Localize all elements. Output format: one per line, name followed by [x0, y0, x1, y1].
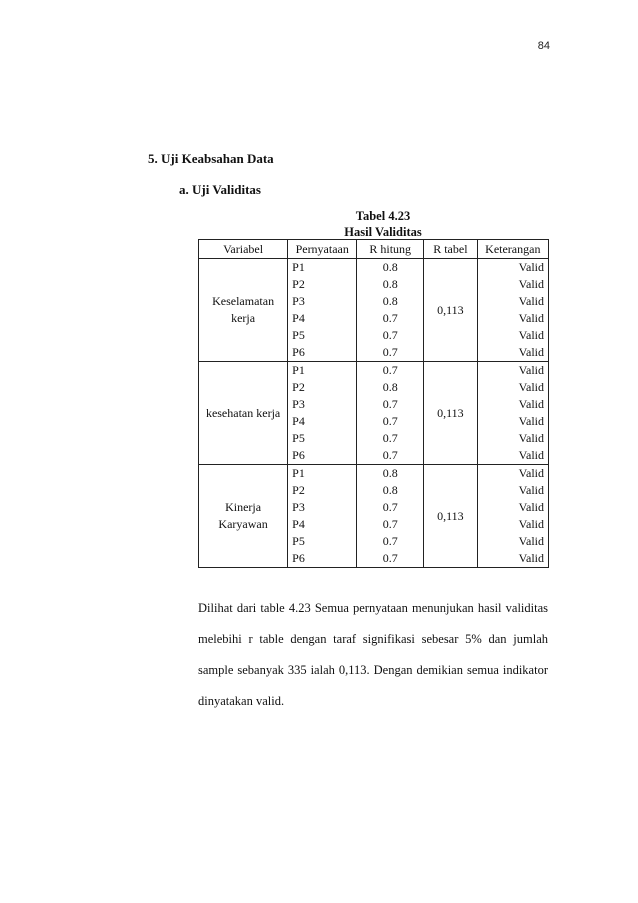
keterangan-cell: Valid — [477, 327, 548, 344]
table-header-row — [199, 240, 549, 259]
keterangan-cell: Valid — [477, 413, 548, 430]
pernyataan-cell: P4 — [288, 310, 357, 327]
keterangan-cell: Valid — [477, 344, 548, 362]
pernyataan-cell: P4 — [288, 516, 357, 533]
pernyataan-cell: P5 — [288, 327, 357, 344]
keterangan-cell: Valid — [477, 310, 548, 327]
keterangan-cell: Valid — [477, 482, 548, 499]
pernyataan-cell: P1 — [288, 465, 357, 483]
section-title: 5. Uji Keabsahan Data — [148, 151, 274, 166]
keterangan-cell: Valid — [477, 447, 548, 465]
r-hitung-cell: 0.8 — [357, 379, 424, 396]
pernyataan-cell: P2 — [288, 482, 357, 499]
pernyataan-cell: P3 — [288, 499, 357, 516]
r-hitung-cell: 0.8 — [357, 293, 424, 310]
header-r-tabel: R tabel — [424, 240, 478, 259]
keterangan-cell: Valid — [477, 293, 548, 310]
keterangan-cell: Valid — [477, 516, 548, 533]
variable-cell: Keselamatan kerja — [199, 259, 288, 362]
pernyataan-cell: P5 — [288, 533, 357, 550]
r-hitung-cell: 0.7 — [357, 413, 424, 430]
header-keterangan: Keterangan — [477, 240, 548, 259]
r-hitung-cell: 0.7 — [357, 499, 424, 516]
keterangan-cell: Valid — [477, 430, 548, 447]
header-r-hitung: R hitung — [357, 240, 424, 259]
r-hitung-cell: 0.7 — [357, 396, 424, 413]
pernyataan-cell: P5 — [288, 430, 357, 447]
pernyataan-cell: P1 — [288, 259, 357, 277]
r-hitung-cell: 0.8 — [357, 465, 424, 483]
r-tabel-cell: 0,113 — [424, 259, 478, 362]
keterangan-cell: Valid — [477, 362, 548, 380]
subsection-title: a. Uji Validitas — [179, 182, 261, 197]
page-number: 84 — [537, 40, 550, 52]
keterangan-cell: Valid — [477, 499, 548, 516]
variable-cell: kesehatan kerja — [199, 362, 288, 465]
r-tabel-cell: 0,113 — [424, 465, 478, 568]
keterangan-cell: Valid — [477, 259, 548, 277]
r-hitung-cell: 0.7 — [357, 447, 424, 465]
r-hitung-cell: 0.8 — [357, 259, 424, 277]
pernyataan-cell: P2 — [288, 276, 357, 293]
header-variabel: Variabel — [199, 240, 288, 259]
table-caption-number: Tabel 4.23 — [355, 209, 411, 223]
variable-cell: Kinerja Karyawan — [199, 465, 288, 568]
table-row — [199, 259, 549, 277]
keterangan-cell: Valid — [477, 396, 548, 413]
pernyataan-cell: P6 — [288, 550, 357, 568]
r-hitung-cell: 0.7 — [357, 430, 424, 447]
validity-table — [198, 239, 549, 568]
pernyataan-cell: P1 — [288, 362, 357, 380]
r-hitung-cell: 0.7 — [357, 310, 424, 327]
keterangan-cell: Valid — [477, 550, 548, 568]
r-hitung-cell: 0.7 — [357, 344, 424, 362]
pernyataan-cell: P3 — [288, 293, 357, 310]
pernyataan-cell: P6 — [288, 344, 357, 362]
pernyataan-cell: P6 — [288, 447, 357, 465]
r-hitung-cell: 0.8 — [357, 482, 424, 499]
pernyataan-cell: P4 — [288, 413, 357, 430]
header-pernyataan: Pernyataan — [288, 240, 357, 259]
r-tabel-cell: 0,113 — [424, 362, 478, 465]
keterangan-cell: Valid — [477, 533, 548, 550]
keterangan-cell: Valid — [477, 379, 548, 396]
table-caption-title: Hasil Validitas — [344, 225, 422, 239]
r-hitung-cell: 0.8 — [357, 276, 424, 293]
keterangan-cell: Valid — [477, 276, 548, 293]
r-hitung-cell: 0.7 — [357, 550, 424, 568]
table-row — [199, 465, 549, 483]
keterangan-cell: Valid — [477, 465, 548, 483]
pernyataan-cell: P3 — [288, 396, 357, 413]
table-row — [199, 362, 549, 380]
r-hitung-cell: 0.7 — [357, 327, 424, 344]
conclusion-paragraph: Dilihat dari table 4.23 Semua pernyataan menunjukan hasil validitas melebihi r table dengan taraf signifikasi sebesar 5% dan jumlah sample sebanyak 335 ialah 0,113. Dengan demikian semua indikator dinyatakan valid. — [198, 601, 548, 708]
r-hitung-cell: 0.7 — [357, 516, 424, 533]
r-hitung-cell: 0.7 — [357, 362, 424, 380]
pernyataan-cell: P2 — [288, 379, 357, 396]
table-body — [199, 259, 549, 568]
r-hitung-cell: 0.7 — [357, 533, 424, 550]
